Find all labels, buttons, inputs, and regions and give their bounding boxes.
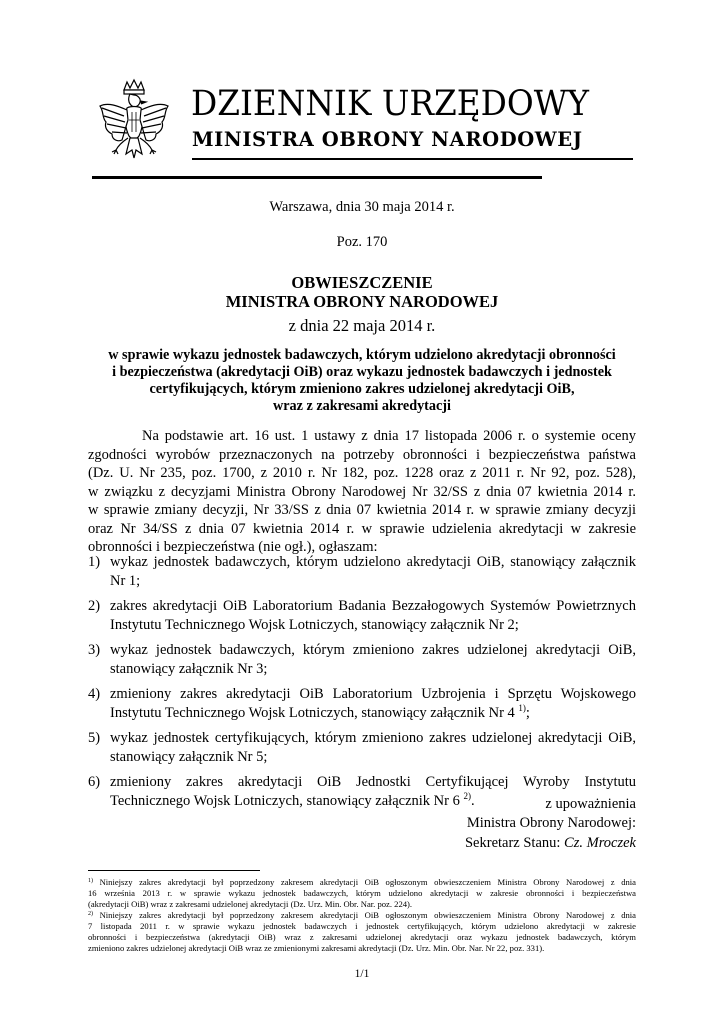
document-issuer: MINISTRA OBRONY NARODOWEJ — [225, 292, 499, 311]
list-item-line: zmieniony zakres akredytacji OiB Laboratorium Uzbrojenia i Sprzętu Wojskowego — [110, 686, 636, 702]
footnote — [88, 910, 636, 953]
document-date: z dnia 22 maja 2014 r. — [288, 316, 436, 335]
preamble-line: Na podstawie art. 16 ust. 1 ustawy z dnia 17 listopada 2006 r. o systemie oceny — [142, 428, 636, 444]
list-item — [88, 553, 636, 590]
list-item — [88, 641, 636, 678]
list-item-number: 1) — [88, 554, 101, 570]
footnote-line: 16 września 2013 r. w sprawie wykazu jednostek badawczych, którym udzielono akredytacji w zakresie obronności i bezpieczeństwa — [88, 887, 636, 898]
announcement-list — [88, 553, 636, 817]
footnote-reference[interactable]: 2) — [463, 790, 471, 801]
position-number: Poz. 170 — [336, 234, 388, 250]
preamble-paragraph — [88, 427, 636, 557]
preamble-line: w związku z decyzjami Ministra Obrony Narodowej Nr 32/SS z dnia 07 kwietnia 2014 r. — [88, 483, 636, 500]
preamble-line: w sprawie zmiany decyzji, Nr 33/SS z dnia 07 kwietnia 2014 r. w sprawie zmiany decyzji — [88, 502, 636, 518]
list-item — [88, 729, 636, 766]
list-item-line: Instytutu Technicznego Wojsk Lotniczych, stanowiący załącznik Nr 2; — [110, 616, 519, 633]
footnote-separator — [88, 870, 260, 871]
signature-office: Ministra Obrony Narodowej: — [466, 815, 636, 831]
list-item-line: zmieniony zakres akredytacji OiB Jednostki Certyfikującej Wyroby Instytutu — [110, 774, 636, 790]
footnote-text: Niniejszy zakres akredytacji był poprzedzony zakresem akredytacji OiB ogłoszonym obwieszczeniem Ministra Obrony Narodowej z dnia — [99, 877, 636, 887]
white-eagle-emblem-icon — [94, 76, 174, 172]
list-item-number: 2) — [88, 598, 101, 614]
header-rule-thin — [192, 158, 633, 160]
list-item-text: Instytutu Technicznego Wojsk Lotniczych, stanowiący załącznik Nr 4 — [110, 704, 515, 721]
footnote-line: 7 listopada 2011 r. w sprawie wykazu jednostek badawczych i jednostek certyfikujących, którym udzielono akredytacji w zakresie — [88, 921, 636, 932]
list-item-line: Nr 1; — [110, 572, 141, 589]
list-item-number: 6) — [88, 774, 101, 790]
list-item-terminator: . — [470, 792, 475, 809]
footnote-reference[interactable]: 1) — [518, 702, 526, 713]
footnote-line: zmieniono zakres udzielonej akredytacji OiB wraz ze zmienionymi zakresami akredytacji (Dz. Urz. Min. Obr. Nar. Nr 22, poz. 331). — [88, 942, 545, 953]
signature-signatory — [300, 834, 636, 853]
preamble-line: (Dz. U. Nr 235, poz. 1700, z 2010 r. Nr 182, poz. 1228 oraz z 2011 r. Nr 92, poz. 528), — [88, 465, 636, 481]
subject-line: wraz z zakresami akredytacji — [273, 398, 451, 414]
list-item-line: wykaz jednostek certyfikujących, którym zmieniono zakres udzielonej akredytacji OiB, — [110, 730, 636, 746]
footnote — [88, 877, 636, 909]
list-item-text: Technicznego Wojsk Lotniczych, stanowiący załącznik Nr 6 — [110, 792, 460, 809]
footnote-line — [88, 877, 636, 888]
list-item-number: 3) — [88, 642, 101, 658]
signatory-name: Cz. Mroczek — [564, 835, 636, 851]
preamble-line: obronności i bezpieczeństwa (nie ogł.), ogłaszam: — [88, 539, 378, 555]
list-item-line: stanowiący załącznik Nr 5; — [110, 748, 268, 765]
list-item-line: zakres akredytacji OiB Laboratorium Badania Bezzałogowych Systemów Powietrznych — [110, 598, 636, 614]
signatory-title: Sekretarz Stanu: — [464, 835, 565, 851]
journal-subtitle: MINISTRA OBRONY NARODOWEJ — [192, 128, 583, 151]
footnote-line — [88, 910, 636, 921]
footnote-line: obronności i bezpieczeństwa (akredytacji OiB) wraz z zakresami udzielonej akredytacji oraz wykazu jednostek badawczych, którym — [88, 931, 636, 942]
list-item — [88, 597, 636, 634]
footnote-text: Niniejszy zakres akredytacji był poprzedzony zakresem akredytacji OiB ogłoszonym obwieszczeniem Ministra Obrony Narodowej z dnia — [99, 910, 636, 921]
list-item-line — [110, 704, 636, 723]
footnote-mark: 2) — [88, 911, 93, 918]
header-rule-thick — [92, 176, 542, 179]
footnote-line: (akredytacji OiB) wraz z zakresami udzielonej akredytacji (Dz. Urz. Min. Obr. Nar. poz. 224). — [88, 898, 413, 909]
list-item-line: wykaz jednostek badawczych, którym udzielono akredytacji OiB, stanowiący załącznik — [110, 554, 636, 570]
preamble-line: zgodności wyrobów przeznaczonych na potrzeby obronności i bezpieczeństwa państwa — [88, 446, 636, 463]
list-item — [88, 685, 636, 722]
list-item-number: 5) — [88, 730, 101, 746]
document-subject — [88, 347, 636, 415]
list-item-terminator: ; — [525, 704, 530, 721]
subject-line: i bezpieczeństwa (akredytacji OiB) oraz wykazu jednostek badawczych i jednostek — [112, 364, 612, 380]
list-item-line: stanowiący załącznik Nr 3; — [110, 660, 268, 677]
subject-line: certyfikujących, którym zmieniono zakres udzielonej akredytacji OiB, — [149, 381, 575, 397]
list-item-line: wykaz jednostek badawczych, którym zmieniono zakres udzielonej akredytacji OiB, — [110, 642, 636, 658]
subject-line: w sprawie wykazu jednostek badawczych, którym udzielono akredytacji obronności — [108, 347, 616, 363]
preamble-line: oraz Nr 34/SS z dnia 07 kwietnia 2014 r. w sprawie udzielenia akredytacji w zakresie — [88, 520, 636, 537]
document-title: OBWIESZCZENIE — [291, 273, 433, 292]
list-item-number: 4) — [88, 686, 101, 702]
journal-title: DZIENNIK URZĘDOWY — [191, 84, 590, 124]
footnote-mark: 1) — [88, 878, 93, 884]
page-number: 1/1 — [354, 968, 370, 980]
signature-authorization: z upoważnienia — [545, 796, 636, 812]
place-date: Warszawa, dnia 30 maja 2014 r. — [269, 199, 455, 215]
footnotes — [88, 877, 636, 955]
